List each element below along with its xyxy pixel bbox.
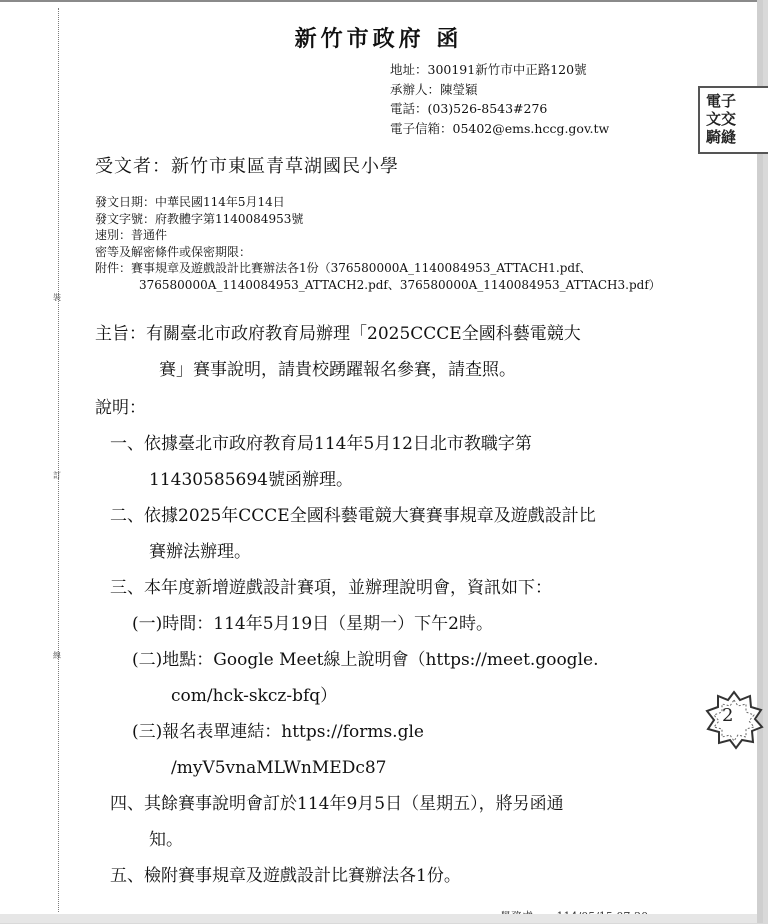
subitem-1: (一)時間：114年5月19日（星期一）下午2時。 [132, 614, 493, 634]
phone-line: 電話：(03)526-8543#276 [390, 101, 548, 116]
subject-line-2: 賽」賽事說明，請貴校踴躍報名參賽，請查照。 [159, 360, 516, 380]
explanation-label: 說明： [95, 398, 146, 418]
subitem-2-line-1: (二)地點：Google Meet線上說明會（https://meet.google. [132, 650, 599, 670]
recipient-line: 受文者：新竹市東區青草湖國民小學 [95, 156, 399, 177]
item-4-line-2: 知。 [149, 830, 183, 850]
seam-seal-icon [704, 690, 764, 750]
attachment-line-2: 376580000A_1140084953_ATTACH2.pdf、376580000A_1140084953_ATTACH3.pdf） [139, 277, 661, 292]
handler-line: 承辦人：陳瑩穎 [390, 81, 478, 97]
binding-mark-top: 裝 [53, 293, 61, 302]
binding-dotted-line [58, 8, 59, 912]
stamp-line-3: 騎縫 [706, 128, 737, 146]
item-2-line-2: 賽辦法辦理。 [149, 542, 251, 562]
address-line: 地址：300191新竹市中正路120號 [390, 62, 587, 77]
binding-mark-middle: 訂 [53, 471, 61, 480]
item-1-line-2: 11430585694號函辦理。 [149, 470, 353, 490]
subitem-2-line-2: com/hck-skcz-bfq） [171, 686, 338, 706]
page-bottom-gap [0, 914, 757, 923]
stamp-line-2: 文交 [706, 110, 737, 128]
electronic-seam-stamp [698, 86, 768, 154]
email-line: 電子信箱：05402@ems.hccg.gov.tw [390, 120, 610, 136]
issue-number: 發文字號：府教體字第1140084953號 [95, 211, 304, 226]
subitem-3-line-2: /myV5vnaMLWnMEDc87 [171, 758, 387, 778]
item-1-line-1: 一、依據臺北市政府教育局114年5月12日北市教職字第 [110, 434, 532, 454]
secrecy-level: 密等及解密條件或保密期限： [95, 244, 252, 259]
seal-number: 2 [722, 705, 734, 726]
meta-block [95, 194, 661, 293]
speed-class: 速別：普通件 [95, 228, 168, 242]
attachment-line-1: 附件：賽事規章及遊戲設計比賽辦法各1份（376580000A_1140084953_ATTACH1.pdf、 [95, 261, 592, 275]
stamp-line-1: 電子 [706, 92, 737, 110]
subject-line-1: 主旨：有關臺北市政府教育局辦理「2025CCCE全國科藝電競大 [95, 324, 581, 344]
item-2-line-1: 二、依據2025年CCCE全國科藝電競大賽賽事規章及遊戲設計比 [110, 506, 596, 526]
item-3-line-1: 三、本年度新增遊戲設計賽項，並辦理說明會，資訊如下： [110, 578, 552, 598]
contact-block [390, 60, 609, 138]
item-5-line-1: 五、檢附賽事規章及遊戲設計比賽辦法各1份。 [110, 866, 461, 886]
issue-date: 發文日期：中華民國114年5月14日 [95, 195, 285, 209]
binding-mark-bottom: 線 [53, 651, 61, 660]
document-title: 新竹市政府 函 [294, 26, 463, 52]
subitem-3-line-1: (三)報名表單連結：https://forms.gle [132, 722, 424, 742]
item-4-line-1: 四、其餘賽事說明會訂於114年9月5日（星期五），將另函通 [110, 794, 564, 814]
document-page [0, 2, 757, 914]
